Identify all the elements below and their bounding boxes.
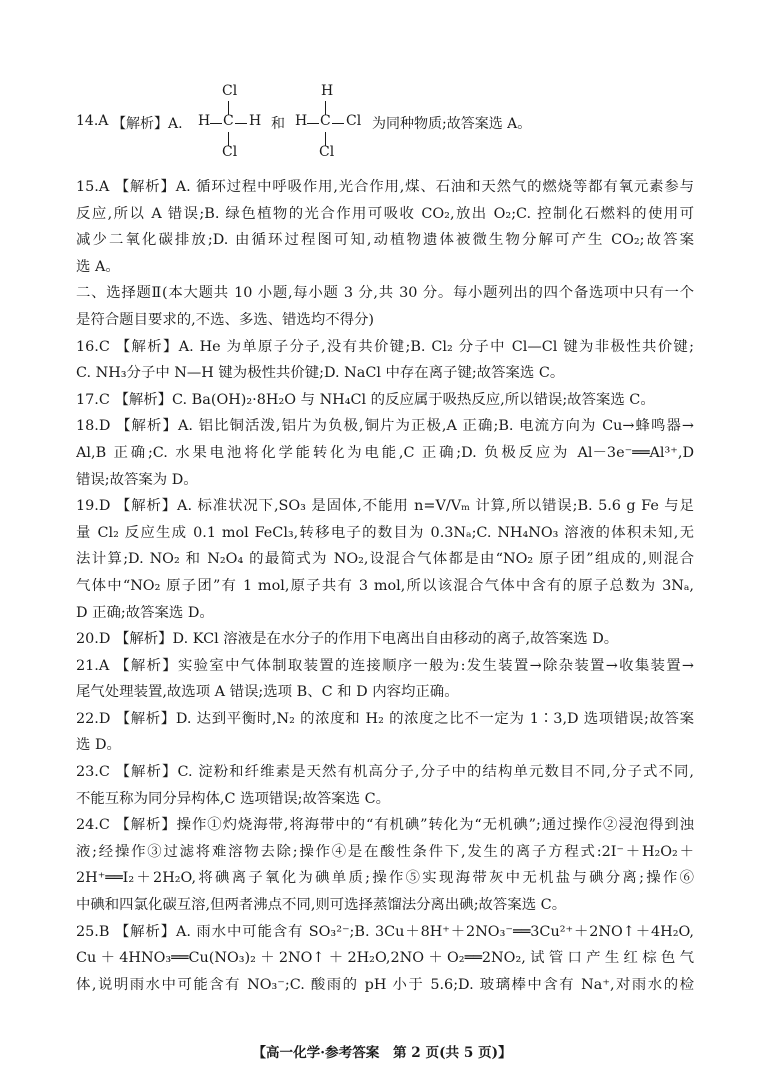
bond-left <box>210 123 222 124</box>
atom-left: H <box>295 113 308 129</box>
text-line: 液;经操作③过滤将难溶物去除;操作④是在酸性条件下,发生的离子方程式:2I⁻＋H₂O₂＋ <box>76 843 694 860</box>
text-line: 22.D 【解析】D. 达到平衡时,N₂ 的浓度和 H₂ 的浓度之比不一定为 1∶3,D 选项错误;故答案 <box>76 710 694 727</box>
text-line: D 正确;故答案选 D。 <box>76 604 214 621</box>
question-14 <box>76 78 696 164</box>
atom-top: H <box>321 83 334 99</box>
bond-right <box>332 123 344 124</box>
text-line: 23.C 【解析】C. 淀粉和纤维素是天然有机高分子,分子中的结构单元数目不同,分子式不同, <box>76 764 694 781</box>
analysis-tag: 【解析】A. <box>112 116 183 132</box>
page-footer: 【高一化学·参考答案 第 2 页(共 5 页)】 <box>252 1045 512 1061</box>
atom-bottom: Cl <box>222 144 238 160</box>
text-line: Al,B 正确;C. 水果电池将化学能转化为电能,C 正确;D. 负极反应为 Al－3e⁻══Al³⁺,D <box>76 444 694 461</box>
text-line: 18.D 【解析】A. 铝比铜活泼,铝片为负极,铜片为正极,A 正确;B. 电流方向为 Cu→蜂鸣器→ <box>76 418 694 435</box>
atom-top: Cl <box>222 83 238 99</box>
bond-left <box>307 123 319 124</box>
atom-left: H <box>198 113 211 129</box>
text-line: 二、选择题Ⅱ(本大题共 10 小题,每小题 3 分,共 30 分。每小题列出的四个备选项中只有一个 <box>76 285 694 302</box>
text-line: 2H⁺══I₂＋2H₂O,将碘离子氧化为碘单质;操作⑤实现海带灰中无机盐与碘分离;操作⑥ <box>76 870 694 887</box>
bond-right <box>235 123 247 124</box>
text-line: 错误;故答案为 D。 <box>76 471 198 488</box>
text-line: 25.B 【解析】A. 雨水中可能含有 SO₃²⁻;B. 3Cu＋8H⁺＋2NO₃⁻══3Cu²⁺＋2NO↑＋4H₂O, <box>76 923 694 940</box>
text-line: 选 D。 <box>76 737 121 754</box>
text-line: 反应,所以 A 错误;B. 绿色植物的光合作用可吸收 CO₂,放出 O₂;C. 控制化石燃料的使用可 <box>76 205 694 222</box>
question-14-conclusion: 为同种物质;故答案选 A。 <box>372 116 532 132</box>
text-line: 17.C 【解析】C. Ba(OH)₂·8H₂O 与 NH₄Cl 的反应属于吸热反应,所以错误;故答案选 C。 <box>76 391 655 408</box>
text-line: 气体中“NO₂ 原子团”有 1 mol,原子共有 3 mol,所以该混合气体中含有的原子总数为 3Nₐ, <box>76 577 694 594</box>
text-line: 24.C 【解析】操作①灼烧海带,将海带中的“有机碘”转化为“无机碘”;通过操作②浸泡得到浊 <box>76 817 694 834</box>
text-line: 19.D 【解析】A. 标准状况下,SO₃ 是固体,不能用 n=V/Vₘ 计算,所以错误;B. 5.6 g Fe 与足 <box>76 498 694 515</box>
text-line: 中碘和四氯化碳互溶,但两者沸点不同,则可选择蒸馏法分离出碘;故答案选 C。 <box>76 897 567 914</box>
text-line: 是符合题目要求的,不选、多选、错选均不得分) <box>76 311 375 328</box>
text-line: 法计算;D. NO₂ 和 N₂O₄ 的最简式为 NO₂,设混合气体都是由“NO₂ 原子团”组成的,则混合 <box>76 551 694 568</box>
text-line: Cu＋4HNO₃══Cu(NO₃)₂＋2NO↑＋2H₂O,2NO＋O₂══2NO₂,试管口产生红棕色气 <box>76 950 694 967</box>
text-line: 20.D 【解析】D. KCl 溶液是在水分子的作用下电离出自由移动的离子,故答案选 D。 <box>76 631 619 648</box>
text-line: 减少二氧化碳排放;D. 由循环过程图可知,动植物遗体被微生物分解可产生 CO₂;故答案 <box>76 232 694 249</box>
question-number: 14.A <box>76 113 109 129</box>
text-line: 尾气处理装置,故选项 A 错误;选项 B、C 和 D 内容均正确。 <box>76 684 459 701</box>
atom-right: Cl <box>346 113 362 129</box>
text-line: C. NH₃分子中 N—H 键为极性共价键;D. NaCl 中存在离子键;故答案选 C。 <box>76 365 565 382</box>
text-line: 选 A。 <box>76 258 120 275</box>
atom-center: C <box>223 113 234 129</box>
conjunction: 和 <box>271 116 285 132</box>
text-line: 15.A 【解析】A. 循环过程中呼吸作用,光合作用,煤、石油和天然气的燃烧等都有氧元素参与 <box>76 179 694 195</box>
atom-center: C <box>320 113 331 129</box>
text-line: 体,说明雨水中可能含有 NO₃⁻;C. 酸雨的 pH 小于 5.6;D. 玻璃棒中含有 Na⁺,对雨水的检 <box>76 976 694 993</box>
atom-right: H <box>249 113 262 129</box>
text-line: 21.A 【解析】实验室中气体制取装置的连接顺序一般为:发生装置→除杂装置→收集装置→ <box>76 657 694 674</box>
text-line: 16.C 【解析】A. He 为单原子分子,没有共价键;B. Cl₂ 分子中 Cl—Cl 键为非极性共价键; <box>76 338 694 355</box>
text-line: 不能互称为同分异构体,C 选项错误;故答案选 C。 <box>76 790 391 807</box>
text-line: 量 Cl₂ 反应生成 0.1 mol FeCl₃,转移电子的数目为 0.3Nₐ;C. NH₄NO₃ 溶液的体积未知,无 <box>76 524 694 541</box>
answer-body <box>76 174 694 998</box>
atom-bottom: Cl <box>319 144 335 160</box>
